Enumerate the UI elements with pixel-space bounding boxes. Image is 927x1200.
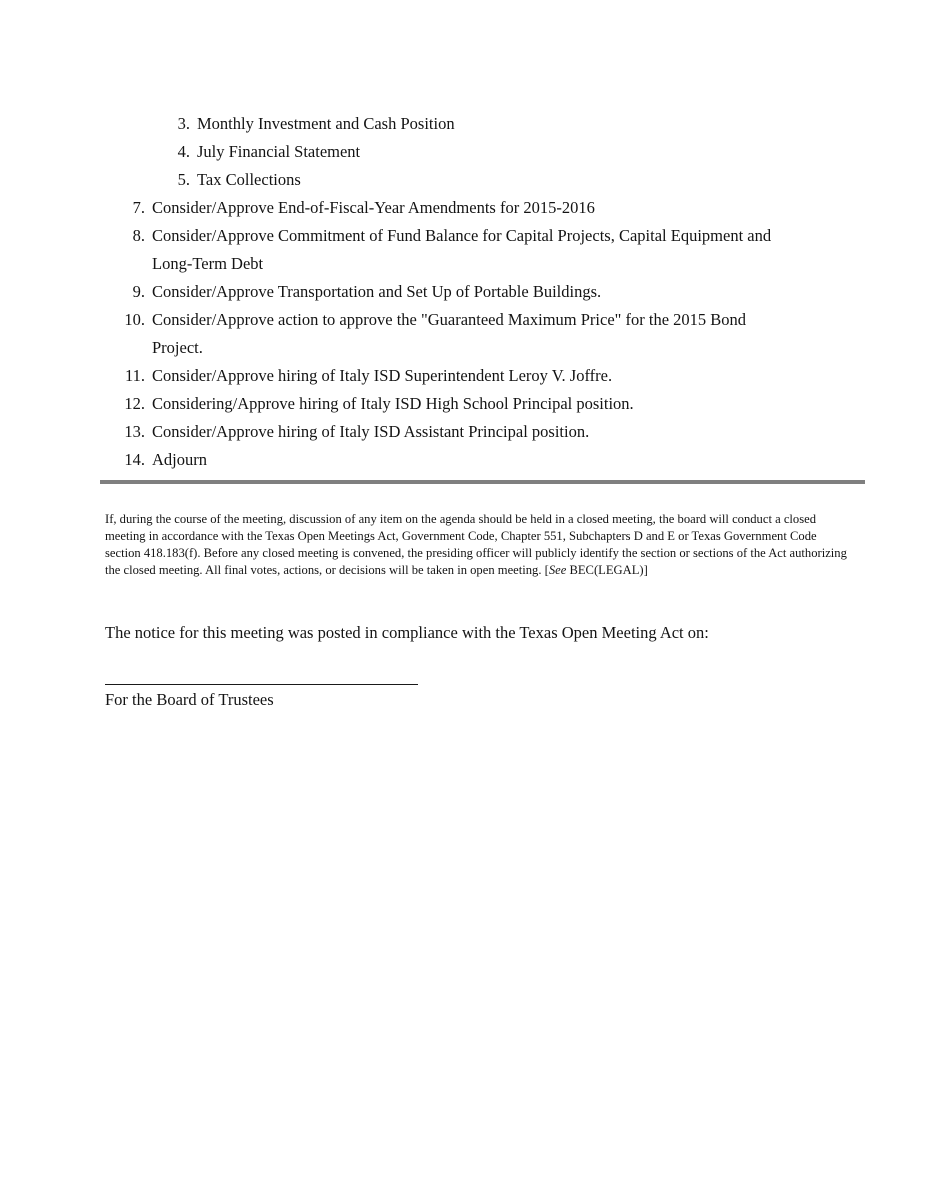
closed-meeting-disclaimer (105, 511, 850, 580)
list-item (0, 278, 927, 306)
disclaimer-text-part2: BEC(LEGAL)] (566, 563, 648, 578)
list-item-text: Consider/Approve End-of-Fiscal-Year Amendments for 2015-2016 (152, 198, 595, 217)
list-item-text: Consider/Approve Transportation and Set Up of Portable Buildings. (152, 282, 602, 301)
list-item-number: 12. (124, 394, 145, 413)
list-item-number: 8. (132, 226, 145, 245)
list-item-text: July Financial Statement (197, 142, 361, 161)
list-item-text: Consider/Approve hiring of Italy ISD Assistant Principal position. (152, 422, 590, 441)
list-item-number: 10. (124, 310, 145, 329)
section-divider (100, 480, 865, 484)
list-item (0, 418, 927, 446)
list-item-text: Tax Collections (197, 170, 301, 189)
list-item-text: Consider/Approve Commitment of Fund Balance for Capital Projects, Capital Equipment and Long-Term Debt (152, 226, 772, 273)
list-item-text: Monthly Investment and Cash Position (197, 114, 455, 133)
list-item (0, 222, 927, 278)
signature-line (105, 684, 418, 685)
list-item-text: Considering/Approve hiring of Italy ISD High School Principal position. (152, 394, 634, 413)
list-item (0, 390, 927, 418)
disclaimer-see-italic: See (548, 563, 567, 578)
posting-notice-line: The notice for this meeting was posted in compliance with the Texas Open Meeting Act on: (105, 622, 709, 642)
list-item-number: 7. (132, 198, 145, 217)
list-item-text: Adjourn (152, 450, 207, 469)
list-item (0, 138, 927, 166)
signature-label: For the Board of Trustees (105, 690, 274, 709)
list-item (0, 166, 927, 194)
list-item (0, 362, 927, 390)
list-item (0, 194, 927, 222)
list-item-number: 5. (177, 170, 190, 189)
list-item-number: 4. (177, 142, 190, 161)
list-item-number: 3. (177, 114, 190, 133)
list-item-text: Consider/Approve action to approve the "Guaranteed Maximum Price" for the 2015 Bond Project. (152, 310, 747, 357)
list-item (0, 306, 927, 362)
disclaimer-text-part1: If, during the course of the meeting, discussion of any item on the agenda should be held in a closed meeting, the board will conduct a closed meeting in accordance with the Texas Open Meetings Act, Government Code, Chapter 551, Subchapters D and E or Texas Government Code section 418.183(f). Before any closed meeting is convened, the presiding officer will publicly identify the section or sections of the Act authorizing the closed meeting. All final votes, actions, or decisions will be taken in open meeting. [ (105, 511, 847, 578)
list-item-number: 11. (124, 366, 145, 385)
list-item-number: 14. (124, 450, 145, 469)
list-item (0, 446, 927, 474)
list-item-number: 13. (124, 422, 145, 441)
list-item-number: 9. (132, 282, 145, 301)
agenda-list (0, 110, 927, 474)
list-item-text: Consider/Approve hiring of Italy ISD Superintendent Leroy V. Joffre. (152, 366, 613, 385)
list-item (0, 110, 927, 138)
